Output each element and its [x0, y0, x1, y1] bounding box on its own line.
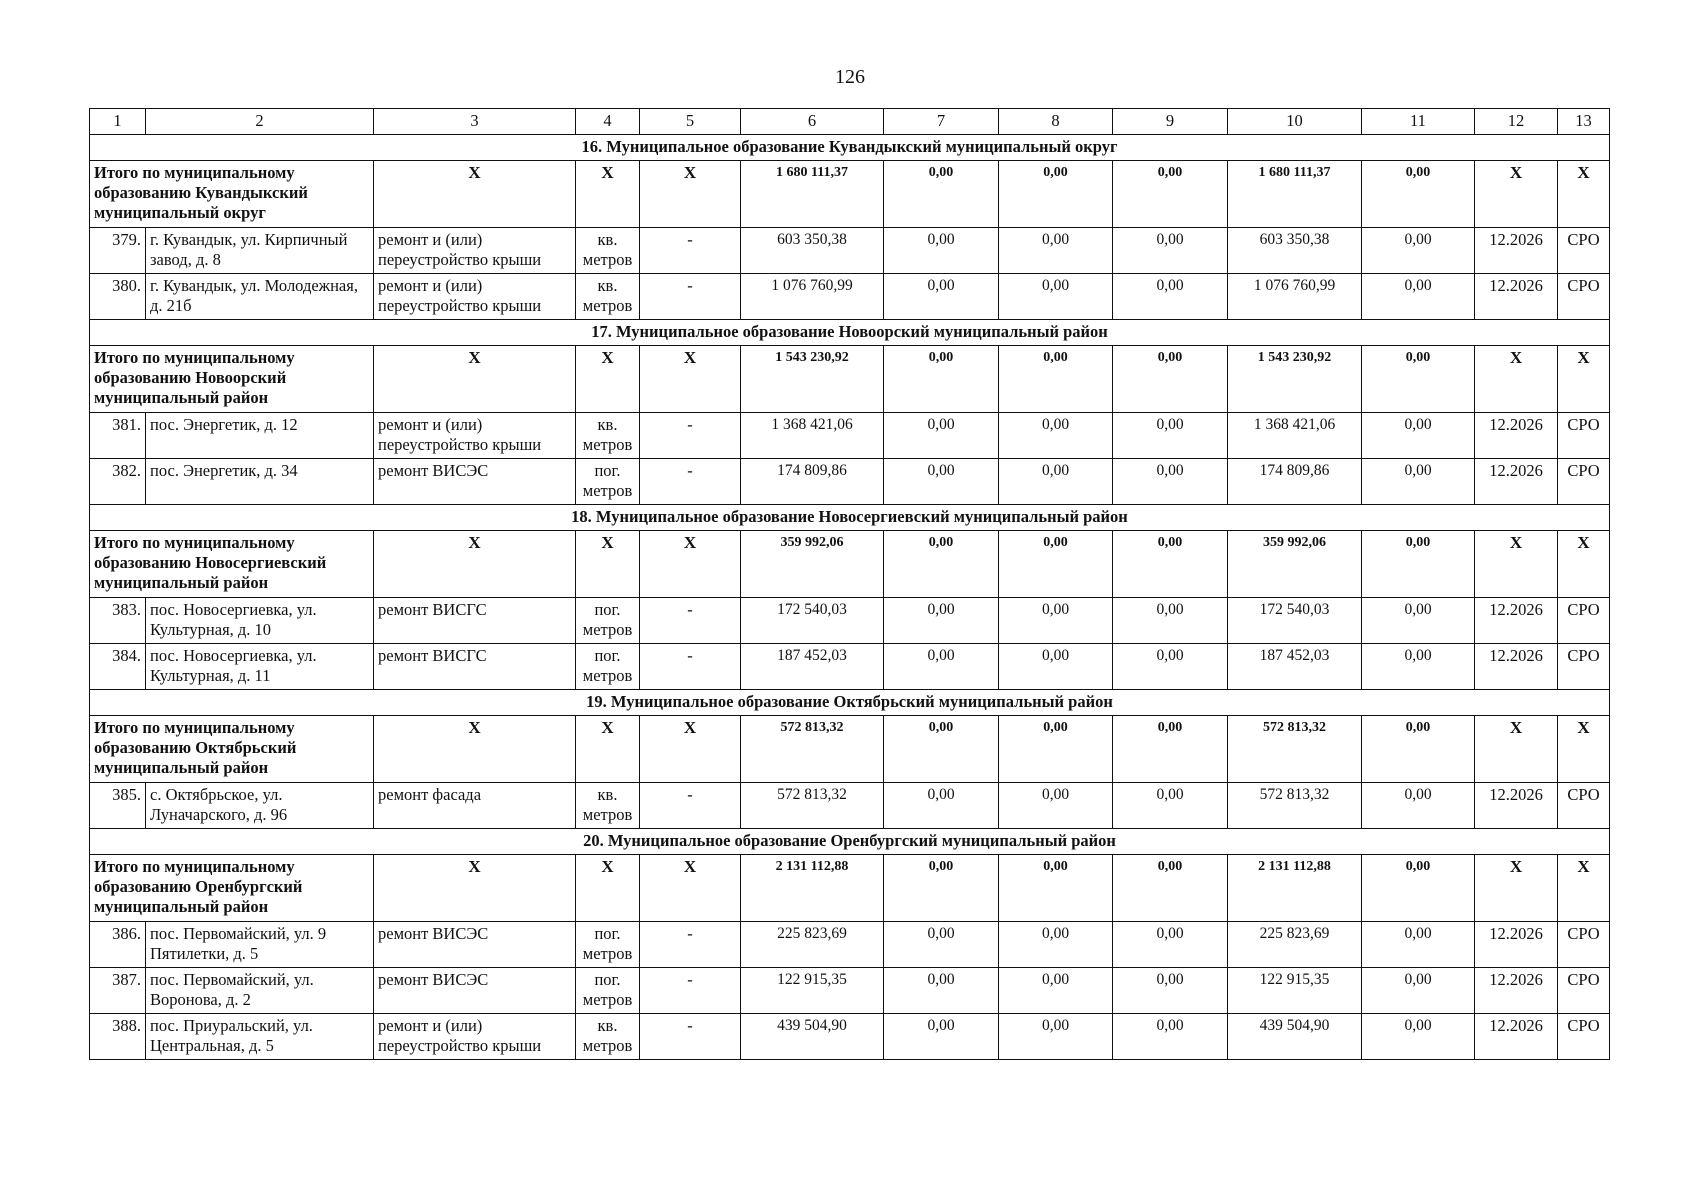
regional-funds-cell: 0,00: [999, 459, 1113, 505]
local-funds-cell: 0,00: [1113, 274, 1228, 320]
total-amount: 0,00: [884, 161, 999, 228]
section-title: 16. Муниципальное образование Кувандыкский муниципальный округ: [90, 135, 1610, 161]
other-funds-cell: 0,00: [1362, 228, 1475, 274]
total-mark: X: [576, 346, 640, 413]
other-funds-cell: 0,00: [1362, 922, 1475, 968]
owner-funds-cell: 1 076 760,99: [1228, 274, 1362, 320]
local-funds-cell: 0,00: [1113, 783, 1228, 829]
row-number: 382.: [90, 459, 146, 505]
column-number-row: [90, 109, 1610, 135]
column-number: 2: [146, 109, 374, 135]
unit-cell: пог. метров: [576, 922, 640, 968]
total-label: Итого по муниципальному образованию Новоорский муниципальный район: [90, 346, 374, 413]
owner-funds-cell: 572 813,32: [1228, 783, 1362, 829]
total-mark: X: [374, 161, 576, 228]
total-mark: X: [374, 346, 576, 413]
deadline-cell: 12.2026: [1475, 413, 1558, 459]
unit-cell: кв. метров: [576, 1014, 640, 1060]
regional-funds-cell: 0,00: [999, 274, 1113, 320]
total-mark: X: [374, 531, 576, 598]
work-type-cell: ремонт и (или) переустройство крыши: [374, 274, 576, 320]
method-cell: СРО: [1558, 922, 1610, 968]
other-funds-cell: 0,00: [1362, 1014, 1475, 1060]
deadline-cell: 12.2026: [1475, 598, 1558, 644]
total-cost-cell: 225 823,69: [741, 922, 884, 968]
total-mark: X: [576, 855, 640, 922]
row-number: 385.: [90, 783, 146, 829]
section-header-row: [90, 320, 1610, 346]
method-cell: СРО: [1558, 274, 1610, 320]
section-total-row: [90, 716, 1610, 783]
work-type-cell: ремонт ВИСГС: [374, 598, 576, 644]
method-cell: СРО: [1558, 968, 1610, 1014]
total-amount: 0,00: [1113, 716, 1228, 783]
work-type-cell: ремонт ВИСЭС: [374, 968, 576, 1014]
work-type-cell: ремонт ВИСЭС: [374, 459, 576, 505]
total-amount: 0,00: [1362, 161, 1475, 228]
total-mark: X: [374, 716, 576, 783]
owner-funds-cell: 122 915,35: [1228, 968, 1362, 1014]
column-number: 11: [1362, 109, 1475, 135]
local-funds-cell: 0,00: [1113, 413, 1228, 459]
address-cell: пос. Новосергиевка, ул. Культурная, д. 10: [146, 598, 374, 644]
method-cell: СРО: [1558, 228, 1610, 274]
unit-cell: кв. метров: [576, 228, 640, 274]
method-cell: СРО: [1558, 644, 1610, 690]
total-amount: 572 813,32: [1228, 716, 1362, 783]
section-header-row: [90, 829, 1610, 855]
deadline-cell: 12.2026: [1475, 228, 1558, 274]
quantity-cell: -: [640, 1014, 741, 1060]
total-amount: 0,00: [1113, 161, 1228, 228]
quantity-cell: -: [640, 783, 741, 829]
total-mark: X: [1558, 716, 1610, 783]
table-row: [90, 598, 1610, 644]
address-cell: пос. Первомайский, ул. 9 Пятилетки, д. 5: [146, 922, 374, 968]
column-number: 8: [999, 109, 1113, 135]
total-amount: 0,00: [1362, 855, 1475, 922]
total-mark: X: [1475, 531, 1558, 598]
total-amount: 0,00: [999, 346, 1113, 413]
total-cost-cell: 172 540,03: [741, 598, 884, 644]
other-funds-cell: 0,00: [1362, 968, 1475, 1014]
address-cell: пос. Приуральский, ул. Центральная, д. 5: [146, 1014, 374, 1060]
section-header-row: [90, 690, 1610, 716]
section-total-row: [90, 346, 1610, 413]
total-amount: 0,00: [884, 531, 999, 598]
federal-funds-cell: 0,00: [884, 783, 999, 829]
section-total-row: [90, 531, 1610, 598]
owner-funds-cell: 187 452,03: [1228, 644, 1362, 690]
deadline-cell: 12.2026: [1475, 968, 1558, 1014]
section-total-row: [90, 161, 1610, 228]
row-number: 386.: [90, 922, 146, 968]
section-title: 17. Муниципальное образование Новоорский муниципальный район: [90, 320, 1610, 346]
total-mark: X: [640, 531, 741, 598]
unit-cell: пог. метров: [576, 968, 640, 1014]
total-amount: 2 131 112,88: [741, 855, 884, 922]
column-number: 13: [1558, 109, 1610, 135]
total-amount: 359 992,06: [741, 531, 884, 598]
work-type-cell: ремонт и (или) переустройство крыши: [374, 413, 576, 459]
regional-funds-cell: 0,00: [999, 1014, 1113, 1060]
other-funds-cell: 0,00: [1362, 274, 1475, 320]
column-number: 10: [1228, 109, 1362, 135]
row-number: 380.: [90, 274, 146, 320]
table-row: [90, 228, 1610, 274]
total-amount: 0,00: [1113, 346, 1228, 413]
work-type-cell: ремонт ВИСЭС: [374, 922, 576, 968]
total-mark: X: [640, 716, 741, 783]
total-mark: X: [1475, 716, 1558, 783]
quantity-cell: -: [640, 922, 741, 968]
total-mark: X: [640, 346, 741, 413]
total-amount: 1 680 111,37: [741, 161, 884, 228]
local-funds-cell: 0,00: [1113, 968, 1228, 1014]
table-row: [90, 968, 1610, 1014]
address-cell: пос. Энергетик, д. 34: [146, 459, 374, 505]
quantity-cell: -: [640, 459, 741, 505]
owner-funds-cell: 1 368 421,06: [1228, 413, 1362, 459]
total-cost-cell: 187 452,03: [741, 644, 884, 690]
total-cost-cell: 122 915,35: [741, 968, 884, 1014]
address-cell: пос. Первомайский, ул. Воронова, д. 2: [146, 968, 374, 1014]
local-funds-cell: 0,00: [1113, 598, 1228, 644]
total-amount: 0,00: [1362, 346, 1475, 413]
column-number: 1: [90, 109, 146, 135]
method-cell: СРО: [1558, 783, 1610, 829]
row-number: 384.: [90, 644, 146, 690]
local-funds-cell: 0,00: [1113, 459, 1228, 505]
total-mark: X: [1558, 346, 1610, 413]
quantity-cell: -: [640, 968, 741, 1014]
column-number: 7: [884, 109, 999, 135]
row-number: 379.: [90, 228, 146, 274]
regional-funds-cell: 0,00: [999, 644, 1113, 690]
row-number: 387.: [90, 968, 146, 1014]
total-amount: 1 543 230,92: [1228, 346, 1362, 413]
federal-funds-cell: 0,00: [884, 413, 999, 459]
table-body: [90, 109, 1610, 1060]
table-row: [90, 274, 1610, 320]
column-number: 9: [1113, 109, 1228, 135]
unit-cell: пог. метров: [576, 459, 640, 505]
owner-funds-cell: 174 809,86: [1228, 459, 1362, 505]
quantity-cell: -: [640, 644, 741, 690]
column-number: 4: [576, 109, 640, 135]
column-number: 3: [374, 109, 576, 135]
total-amount: 0,00: [1362, 716, 1475, 783]
work-type-cell: ремонт ВИСГС: [374, 644, 576, 690]
total-amount: 2 131 112,88: [1228, 855, 1362, 922]
total-amount: 0,00: [1113, 855, 1228, 922]
method-cell: СРО: [1558, 1014, 1610, 1060]
unit-cell: пог. метров: [576, 598, 640, 644]
federal-funds-cell: 0,00: [884, 968, 999, 1014]
unit-cell: пог. метров: [576, 644, 640, 690]
local-funds-cell: 0,00: [1113, 1014, 1228, 1060]
address-cell: г. Кувандык, ул. Кирпичный завод, д. 8: [146, 228, 374, 274]
other-funds-cell: 0,00: [1362, 783, 1475, 829]
total-amount: 0,00: [884, 855, 999, 922]
row-number: 383.: [90, 598, 146, 644]
section-title: 18. Муниципальное образование Новосергиевский муниципальный район: [90, 505, 1610, 531]
federal-funds-cell: 0,00: [884, 228, 999, 274]
table-row: [90, 922, 1610, 968]
federal-funds-cell: 0,00: [884, 274, 999, 320]
quantity-cell: -: [640, 228, 741, 274]
total-amount: 0,00: [1362, 531, 1475, 598]
owner-funds-cell: 172 540,03: [1228, 598, 1362, 644]
section-header-row: [90, 505, 1610, 531]
work-type-cell: ремонт фасада: [374, 783, 576, 829]
deadline-cell: 12.2026: [1475, 274, 1558, 320]
total-mark: X: [576, 531, 640, 598]
quantity-cell: -: [640, 598, 741, 644]
total-cost-cell: 439 504,90: [741, 1014, 884, 1060]
total-cost-cell: 174 809,86: [741, 459, 884, 505]
unit-cell: кв. метров: [576, 413, 640, 459]
total-amount: 0,00: [1113, 531, 1228, 598]
row-number: 388.: [90, 1014, 146, 1060]
method-cell: СРО: [1558, 598, 1610, 644]
other-funds-cell: 0,00: [1362, 459, 1475, 505]
federal-funds-cell: 0,00: [884, 644, 999, 690]
total-amount: 0,00: [999, 855, 1113, 922]
total-label: Итого по муниципальному образованию Октябрьский муниципальный район: [90, 716, 374, 783]
section-title: 20. Муниципальное образование Оренбургский муниципальный район: [90, 829, 1610, 855]
regional-funds-cell: 0,00: [999, 413, 1113, 459]
federal-funds-cell: 0,00: [884, 922, 999, 968]
table-row: [90, 413, 1610, 459]
total-cost-cell: 1 076 760,99: [741, 274, 884, 320]
total-amount: 0,00: [999, 161, 1113, 228]
register-table: [89, 108, 1610, 1060]
regional-funds-cell: 0,00: [999, 922, 1113, 968]
total-mark: X: [640, 855, 741, 922]
total-label: Итого по муниципальному образованию Новосергиевский муниципальный район: [90, 531, 374, 598]
regional-funds-cell: 0,00: [999, 228, 1113, 274]
address-cell: пос. Энергетик, д. 12: [146, 413, 374, 459]
total-mark: X: [1475, 855, 1558, 922]
total-amount: 0,00: [999, 716, 1113, 783]
table-row: [90, 1014, 1610, 1060]
total-amount: 0,00: [884, 346, 999, 413]
total-mark: X: [374, 855, 576, 922]
deadline-cell: 12.2026: [1475, 459, 1558, 505]
federal-funds-cell: 0,00: [884, 598, 999, 644]
method-cell: СРО: [1558, 413, 1610, 459]
section-header-row: [90, 135, 1610, 161]
table-row: [90, 783, 1610, 829]
local-funds-cell: 0,00: [1113, 228, 1228, 274]
other-funds-cell: 0,00: [1362, 598, 1475, 644]
deadline-cell: 12.2026: [1475, 1014, 1558, 1060]
total-mark: X: [1475, 346, 1558, 413]
total-mark: X: [1558, 161, 1610, 228]
total-label: Итого по муниципальному образованию Оренбургский муниципальный район: [90, 855, 374, 922]
total-mark: X: [1558, 531, 1610, 598]
federal-funds-cell: 0,00: [884, 1014, 999, 1060]
column-number: 6: [741, 109, 884, 135]
section-total-row: [90, 855, 1610, 922]
deadline-cell: 12.2026: [1475, 922, 1558, 968]
total-amount: 1 543 230,92: [741, 346, 884, 413]
total-mark: X: [576, 161, 640, 228]
column-number: 5: [640, 109, 741, 135]
unit-cell: кв. метров: [576, 783, 640, 829]
address-cell: с. Октябрьское, ул. Луначарского, д. 96: [146, 783, 374, 829]
local-funds-cell: 0,00: [1113, 644, 1228, 690]
quantity-cell: -: [640, 274, 741, 320]
deadline-cell: 12.2026: [1475, 644, 1558, 690]
owner-funds-cell: 225 823,69: [1228, 922, 1362, 968]
other-funds-cell: 0,00: [1362, 644, 1475, 690]
total-mark: X: [576, 716, 640, 783]
total-amount: 0,00: [999, 531, 1113, 598]
table-row: [90, 644, 1610, 690]
owner-funds-cell: 439 504,90: [1228, 1014, 1362, 1060]
deadline-cell: 12.2026: [1475, 783, 1558, 829]
total-amount: 1 680 111,37: [1228, 161, 1362, 228]
total-amount: 572 813,32: [741, 716, 884, 783]
total-mark: X: [640, 161, 741, 228]
total-mark: X: [1558, 855, 1610, 922]
owner-funds-cell: 603 350,38: [1228, 228, 1362, 274]
other-funds-cell: 0,00: [1362, 413, 1475, 459]
total-amount: 359 992,06: [1228, 531, 1362, 598]
section-title: 19. Муниципальное образование Октябрьский муниципальный район: [90, 690, 1610, 716]
row-number: 381.: [90, 413, 146, 459]
regional-funds-cell: 0,00: [999, 598, 1113, 644]
address-cell: г. Кувандык, ул. Молодежная, д. 21б: [146, 274, 374, 320]
regional-funds-cell: 0,00: [999, 783, 1113, 829]
total-cost-cell: 1 368 421,06: [741, 413, 884, 459]
page-number: 126: [835, 66, 865, 88]
quantity-cell: -: [640, 413, 741, 459]
address-cell: пос. Новосергиевка, ул. Культурная, д. 11: [146, 644, 374, 690]
unit-cell: кв. метров: [576, 274, 640, 320]
total-cost-cell: 572 813,32: [741, 783, 884, 829]
federal-funds-cell: 0,00: [884, 459, 999, 505]
work-type-cell: ремонт и (или) переустройство крыши: [374, 228, 576, 274]
regional-funds-cell: 0,00: [999, 968, 1113, 1014]
local-funds-cell: 0,00: [1113, 922, 1228, 968]
work-type-cell: ремонт и (или) переустройство крыши: [374, 1014, 576, 1060]
total-cost-cell: 603 350,38: [741, 228, 884, 274]
total-mark: X: [1475, 161, 1558, 228]
table-row: [90, 459, 1610, 505]
total-amount: 0,00: [884, 716, 999, 783]
total-label: Итого по муниципальному образованию Кувандыкский муниципальный округ: [90, 161, 374, 228]
column-number: 12: [1475, 109, 1558, 135]
method-cell: СРО: [1558, 459, 1610, 505]
